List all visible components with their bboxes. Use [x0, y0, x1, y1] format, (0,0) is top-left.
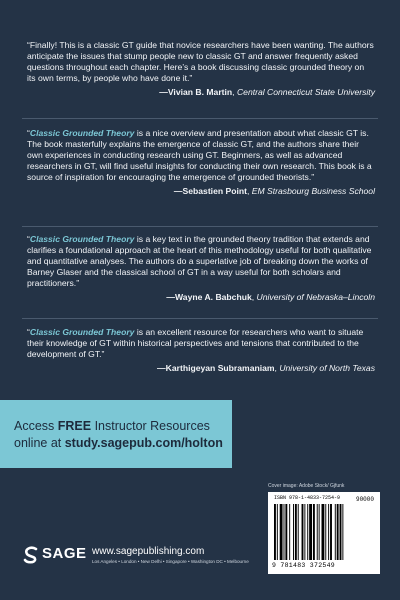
blurb-martin [27, 40, 375, 98]
reviewer-affiliation: University of Nebraska–Lincoln [256, 291, 375, 302]
attribution: —Karthigeyan Subramaniam, University of North Texas [157, 362, 375, 373]
reviewer-affiliation: University of North Texas [279, 362, 375, 373]
publisher-website[interactable]: www.sagepublishing.com [92, 546, 205, 557]
barcode [268, 492, 380, 574]
publisher-cities: Los Angeles • London • New Delhi • Singapore • Washington DC • Melbourne [92, 559, 249, 564]
attribution: —Vivian B. Martin, Central Connecticut State University [159, 86, 375, 97]
blurb-subramaniam [27, 327, 375, 374]
reviewer-name: —Wayne A. Babchuk [166, 291, 252, 302]
open-quote: “ [27, 327, 30, 337]
reviewer-name: —Sebastien Point [173, 185, 247, 196]
promo-online-at: online at [14, 436, 65, 450]
promo-url[interactable]: study.sagepub.com/holton [64, 436, 223, 450]
promo-access: Access [14, 419, 58, 433]
instructor-resources-banner [0, 400, 232, 468]
sage-logo [22, 545, 87, 569]
isbn-top: ISBN 978-1-4833-7254-9 [274, 495, 341, 501]
logo-text: SAGE [42, 545, 87, 562]
book-title: Classic Grounded Theory [29, 234, 135, 244]
blurb-point [27, 128, 375, 196]
book-title: Classic Grounded Theory [29, 327, 135, 337]
promo-resources: Instructor Resources [91, 419, 210, 433]
book-title: Classic Grounded Theory [29, 128, 135, 138]
blurb-text: is an excellent resource for researchers who want to situate their knowledge of GT within historical perspectives and tensions that contributed to the development of GT.” [27, 327, 364, 359]
barcode-bars [274, 504, 374, 562]
promo-free: FREE [57, 419, 92, 433]
price-code: 90000 [355, 496, 374, 503]
open-quote: “ [27, 128, 30, 138]
sage-mark-icon [22, 546, 40, 564]
divider [22, 226, 378, 227]
attribution: —Wayne A. Babchuk, University of Nebraska–Lincoln [166, 291, 375, 302]
reviewer-name: —Vivian B. Martin [159, 86, 233, 97]
reviewer-affiliation: EM Strasbourg Business School [251, 185, 375, 196]
blurb-text: is a key text in the grounded theory tradition that extends and clarifies a foundational approach at the heart of this methodology useful for both qualitative and quantitative analyses. The authors do a superlative job of breaking down the works of Barney Glaser and the classical school of GT in a way useful for both scholars and practitioners.” [27, 234, 372, 288]
divider [22, 318, 378, 319]
promo-line-1 [14, 419, 210, 433]
blurb-text: “Finally! This is a classic GT guide that novice researchers have been wanting. The authors anticipate the issues that stump people new to classic GT and answer frequently asked questions throughout each chapter. Here’s a book discussing classic grounded theory on its own terms, by people who have done it.” [27, 40, 374, 83]
blurb-babchuk [27, 234, 375, 302]
attribution: —Sebastien Point, EM Strasbourg Business School [173, 185, 375, 196]
reviewer-affiliation: Central Connecticut State University [236, 86, 375, 97]
promo-line-2 [14, 436, 223, 450]
open-quote: “ [27, 234, 30, 244]
isbn-bottom: 9 781483 372549 [272, 562, 336, 569]
reviewer-name: —Karthigeyan Subramaniam [157, 362, 275, 373]
blurb-text: is a nice overview and presentation about what classic GT is. The book masterfully explains the emergence of classic GT, and the authors share their own experiences in conducting research using GT. Beginners, as well as advanced researchers in GT, will find useful insights for conducting their own research. This book is a source of inspiration for encouraging the emergence of grounded theorists.” [27, 128, 372, 182]
cover-credit: Cover image: Adobe Stock/ Gjfunk [268, 483, 345, 489]
divider [22, 118, 378, 119]
